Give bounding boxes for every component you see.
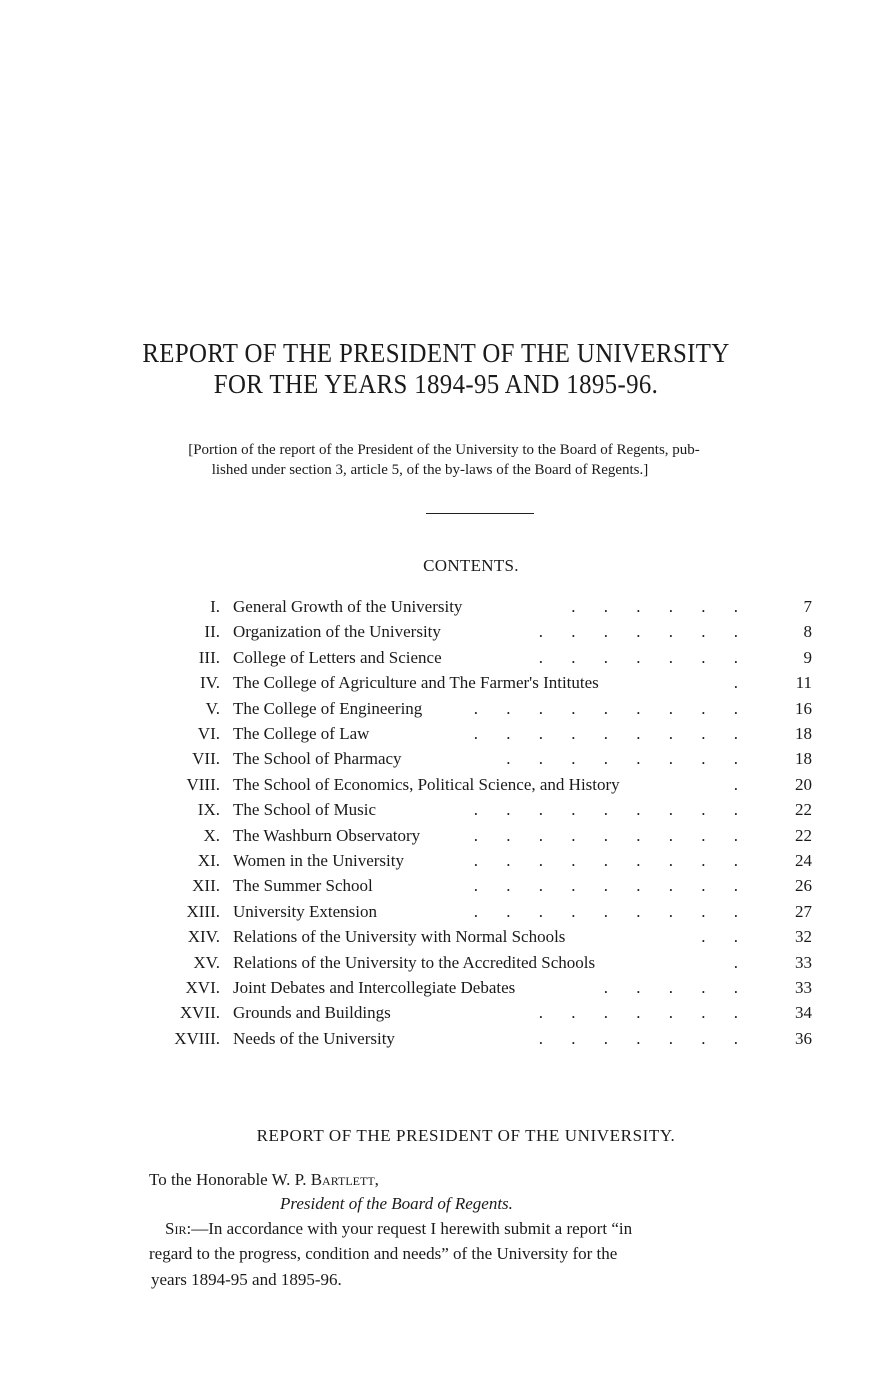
toc-entry-leader: . . . . . . . .	[506, 749, 750, 769]
toc-entry-page: 9	[803, 647, 812, 667]
toc-entry-title: Needs of the University	[233, 1028, 395, 1048]
toc-entry-page: 16	[795, 698, 812, 718]
toc-entry-title: Joint Debates and Intercollegiate Debates	[233, 978, 516, 997]
toc-entry-title: Grounds and Buildings	[233, 1003, 391, 1023]
toc-entry-number: XVIII.	[174, 1028, 220, 1048]
addressee-line	[149, 1168, 379, 1192]
toc-entry-page: 8	[803, 622, 812, 642]
toc-entry-title: The Summer School	[233, 876, 373, 896]
toc-entry-leader: . . . . . . .	[538, 1003, 750, 1023]
toc-entry-leader: . . . . . . .	[538, 1028, 750, 1048]
salutation: Sir:	[165, 1219, 192, 1238]
toc-entry-title: The School of Economics, Political Science, and History	[233, 774, 620, 794]
toc-entry-leader: . . . . . . . . .	[473, 698, 750, 718]
toc-entry-leader: . . . . .	[603, 978, 750, 997]
toc-entry-title: Relations of the University with Normal Schools	[233, 927, 566, 947]
report-title-line-2: FOR THE YEARS 1894-95 AND 1895-96.	[213, 369, 659, 399]
toc-entry-number: XVI.	[185, 978, 220, 997]
toc-entry-number: IX.	[197, 800, 220, 820]
toc-entry-number: VII.	[192, 749, 220, 769]
toc-entry-title: University Extension	[233, 901, 378, 921]
toc-entry-number: XVII.	[179, 1003, 220, 1023]
toc-entry	[0, 848, 872, 873]
toc-entry	[0, 772, 872, 797]
toc-entry-number: X.	[203, 825, 220, 845]
letter-line-3: years 1894-95 and 1895-96.	[151, 1270, 342, 1289]
toc-entry-number: III.	[198, 647, 220, 667]
toc-entry	[0, 873, 872, 898]
toc-entry-title: Women in the University	[233, 851, 404, 870]
toc-entry-title: General Growth of the University	[233, 597, 463, 616]
letter-line-2: regard to the progress, condition and needs” of the University for the	[149, 1244, 618, 1263]
report-heading: REPORT OF THE PRESIDENT OF THE UNIVERSITY.	[256, 1126, 676, 1145]
toc-entry-title: The School of Music	[233, 800, 377, 820]
toc-entry	[0, 1026, 872, 1051]
toc-entry	[0, 645, 872, 670]
addressee-title: President of the Board of Regents.	[280, 1194, 513, 1213]
toc-entry-number: IV.	[200, 673, 220, 693]
toc-entry-page: 33	[795, 952, 812, 972]
toc-entry-page: 36	[795, 1028, 812, 1048]
toc-entry	[0, 950, 872, 975]
toc-entry-page: 18	[795, 724, 812, 743]
toc-entry-title: The Washburn Observatory	[233, 825, 421, 845]
editorial-note-line-1: [Portion of the report of the President of the University to the Board of Regents, pub-	[188, 442, 700, 458]
toc-entry-number: VIII.	[186, 774, 220, 794]
toc-entry	[0, 975, 872, 1000]
toc-entry-page: 11	[795, 673, 812, 693]
toc-entry	[0, 746, 872, 771]
toc-entry-leader: .	[733, 952, 750, 972]
toc-entry-number: XV.	[193, 952, 220, 972]
toc-entry-number: XIII.	[186, 901, 220, 921]
toc-entry-leader: . . . . . . . . .	[473, 825, 750, 845]
toc-entry-page: 24	[795, 851, 812, 870]
toc-entry-leader: . . . . . . . . .	[473, 724, 750, 743]
toc-entry-title: The School of Pharmacy	[233, 749, 402, 769]
toc-entry-number: I.	[210, 597, 220, 616]
addressee-prefix: To the Honorable W. P.	[149, 1170, 311, 1189]
toc-entry-leader: . . . . . . .	[538, 622, 750, 642]
toc-entry-leader: . . . . . .	[571, 597, 750, 616]
toc-entry-number: XII.	[192, 876, 220, 896]
toc-entry-page: 18	[795, 749, 812, 769]
report-title-line-1: REPORT OF THE PRESIDENT OF THE UNIVERSITY	[142, 338, 730, 368]
toc-entry	[0, 899, 872, 924]
toc-entry-number: VI.	[197, 724, 220, 743]
toc-entry-page: 22	[795, 800, 812, 820]
toc-entry-page: 20	[795, 774, 812, 794]
toc-entry-page: 32	[795, 927, 812, 947]
toc-entry-title: College of Letters and Science	[233, 647, 442, 667]
section-divider	[426, 513, 534, 514]
toc-entry-page: 22	[795, 825, 812, 845]
toc-entry	[0, 619, 872, 644]
toc-entry	[0, 696, 872, 721]
toc-entry	[0, 823, 872, 848]
toc-entry-page: 27	[795, 901, 812, 921]
toc-entry-leader: .	[733, 673, 750, 693]
toc-entry-page: 26	[795, 876, 812, 896]
toc-entry-page: 33	[795, 978, 812, 997]
toc-entry	[0, 721, 872, 746]
toc-entry-title: The College of Law	[233, 724, 370, 743]
toc-entry-title: Relations of the University to the Accredited Schools	[233, 952, 596, 972]
toc-entry-number: V.	[205, 698, 220, 718]
addressee-name: Bartlett,	[310, 1170, 379, 1189]
toc-entry-number: XIV.	[187, 927, 220, 947]
toc-entry	[0, 924, 872, 949]
toc-entry-leader: . . . . . . .	[538, 647, 750, 667]
toc-entry-title: The College of Agriculture and The Farmer's Intitutes	[233, 673, 599, 693]
toc-entry	[0, 797, 872, 822]
toc-entry-title: Organization of the University	[233, 622, 441, 642]
toc-entry-number: XI.	[197, 851, 220, 870]
toc-entry	[0, 594, 872, 619]
letter-line-1	[165, 1217, 632, 1241]
letter-line-1-text: —In accordance with your request I herewith submit a report “in	[191, 1219, 633, 1238]
contents-heading: CONTENTS.	[423, 556, 519, 575]
toc-entry	[0, 1000, 872, 1025]
toc-entry-leader: . . . . . . . . .	[473, 851, 750, 870]
toc-entry-number: II.	[204, 622, 220, 642]
toc-entry	[0, 670, 872, 695]
toc-entry-leader: . . . . . . . . .	[473, 876, 750, 896]
toc-entry-leader: .	[733, 774, 750, 794]
toc-entry-leader: . . . . . . . . .	[473, 901, 750, 921]
editorial-note-line-2: lished under section 3, article 5, of the by-laws of the Board of Regents.]	[211, 462, 649, 478]
toc-entry-title: The College of Engineering	[233, 698, 423, 718]
toc-entry-leader: . .	[701, 927, 750, 947]
toc-entry-page: 34	[795, 1003, 812, 1023]
toc-entry-leader: . . . . . . . . .	[473, 800, 750, 820]
toc-entry-page: 7	[803, 597, 812, 616]
